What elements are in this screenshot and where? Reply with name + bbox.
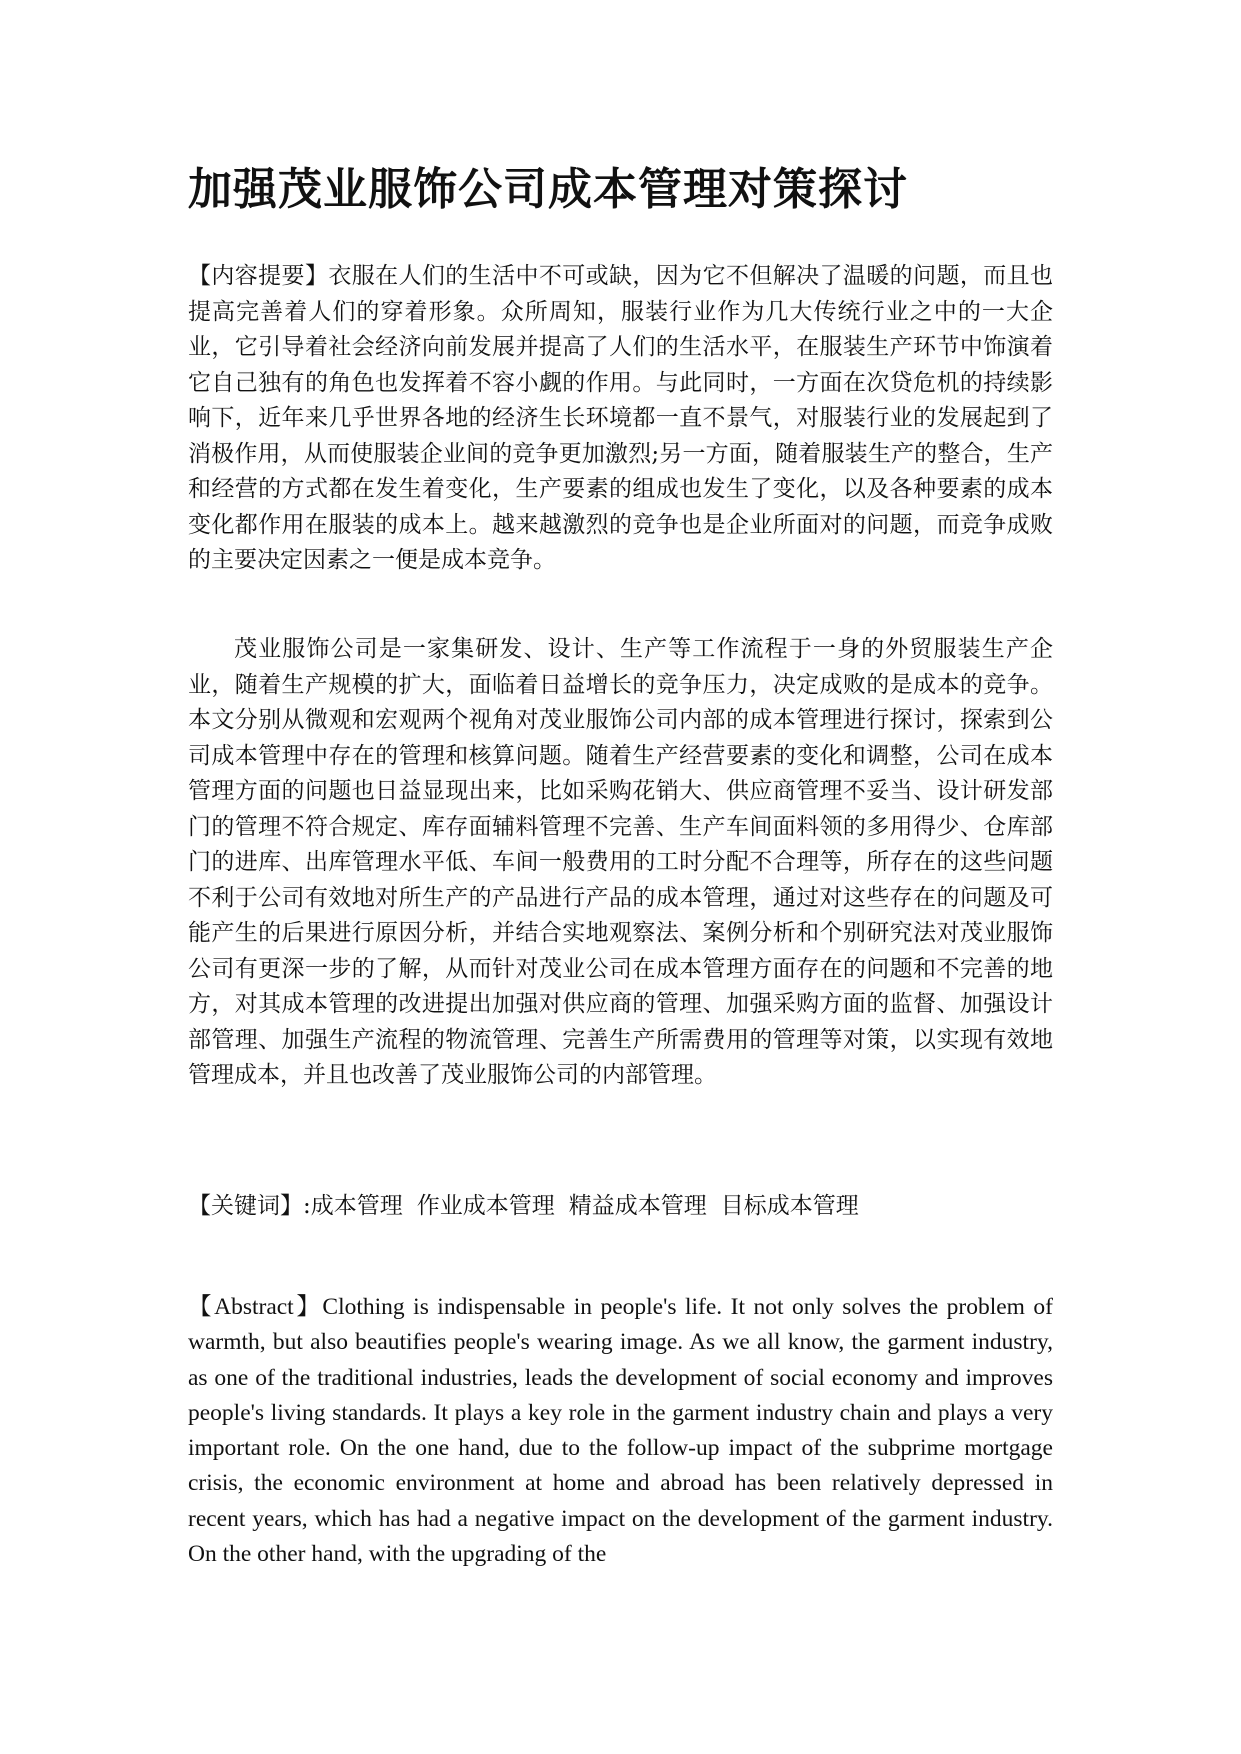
keyword-item: 成本管理 <box>310 1193 403 1219</box>
english-abstract-text: Clothing is indispensable in people's life. It not only solves the problem of warmth, but also beautifies people's wearing image. As we all know, the garment industry, as one of the traditional industries, leads the development of social economy and improves people's living standards. It plays a key role in the garment industry chain and plays a very important role. On the one hand, due to the follow-up impact of the subprime mortgage crisis, the economic environment at home and abroad has been relatively depressed in recent years, which has had a negative impact on the development of the garment industry. On the other hand, with the upgrading of the <box>188 1294 1053 1568</box>
chinese-abstract <box>188 259 1053 579</box>
english-abstract <box>188 1290 1053 1572</box>
chinese-abstract-label: 【内容提要】 <box>188 263 329 289</box>
keyword-item: 作业成本管理 <box>416 1193 555 1219</box>
english-abstract-label: 【Abstract】 <box>188 1294 323 1320</box>
document-title: 加强茂业服饰公司成本管理对策探讨 <box>188 164 908 215</box>
keywords-line <box>188 1188 873 1224</box>
keywords-label: 【关键词】: <box>188 1193 311 1219</box>
chinese-body-paragraph: 茂业服饰公司是一家集研发、设计、生产等工作流程于一身的外贸服装生产企业，随着生产规模的扩大，面临着日益增长的竞争压力，决定成败的是成本的竞争。本文分别从微观和宏观两个视角对茂业服饰公司内部的成本管理进行探讨，探索到公司成本管理中存在的管理和核算问题。随着生产经营要素的变化和调整，公司在成本管理方面的问题也日益显现出来，比如采购花销大、供应商管理不妥当、设计研发部门的管理不符合规定、库存面辅料管理不完善、生产车间面料领的多用得少、仓库部门的进库、出库管理水平低、车间一般费用的工时分配不合理等，所存在的这些问题不利于公司有效地对所生产的产品进行产品的成本管理，通过对这些存在的问题及可能产生的后果进行原因分析，并结合实地观察法、案例分析和个别研究法对茂业服饰公司有更深一步的了解，从而针对茂业公司在成本管理方面存在的问题和不完善的地方，对其成本管理的改进提出加强对供应商的管理、加强采购方面的监督、加强设计部管理、加强生产流程的物流管理、完善生产所需费用的管理等对策，以实现有效地管理成本，并且也改善了茂业服饰公司的内部管理。 <box>188 636 1053 1088</box>
chinese-abstract-text: 衣服在人们的生活中不可或缺，因为它不但解决了温暖的问题，而且也提高完善着人们的穿着形象。众所周知，服装行业作为几大传统行业之中的一大企业，它引导着社会经济向前发展并提高了人们的生活水平，在服装生产环节中饰演着它自己独有的角色也发挥着不容小觑的作用。与此同时，一方面在次贷危机的持续影响下，近年来几乎世界各地的经济生长环境都一直不景气，对服装行业的发展起到了消极作用，从而使服装企业间的竞争更加激烈;另一方面，随着服装生产的整合，生产和经营的方式都在发生着变化，生产要素的组成也发生了变化，以及各种要素的成本变化都作用在服装的成本上。越来越激烈的竞争也是企业所面对的问题，而竞争成败的主要决定因素之一便是成本竞争。 <box>188 263 1054 573</box>
keyword-item: 精益成本管理 <box>568 1193 707 1219</box>
keyword-item: 目标成本管理 <box>720 1193 859 1219</box>
